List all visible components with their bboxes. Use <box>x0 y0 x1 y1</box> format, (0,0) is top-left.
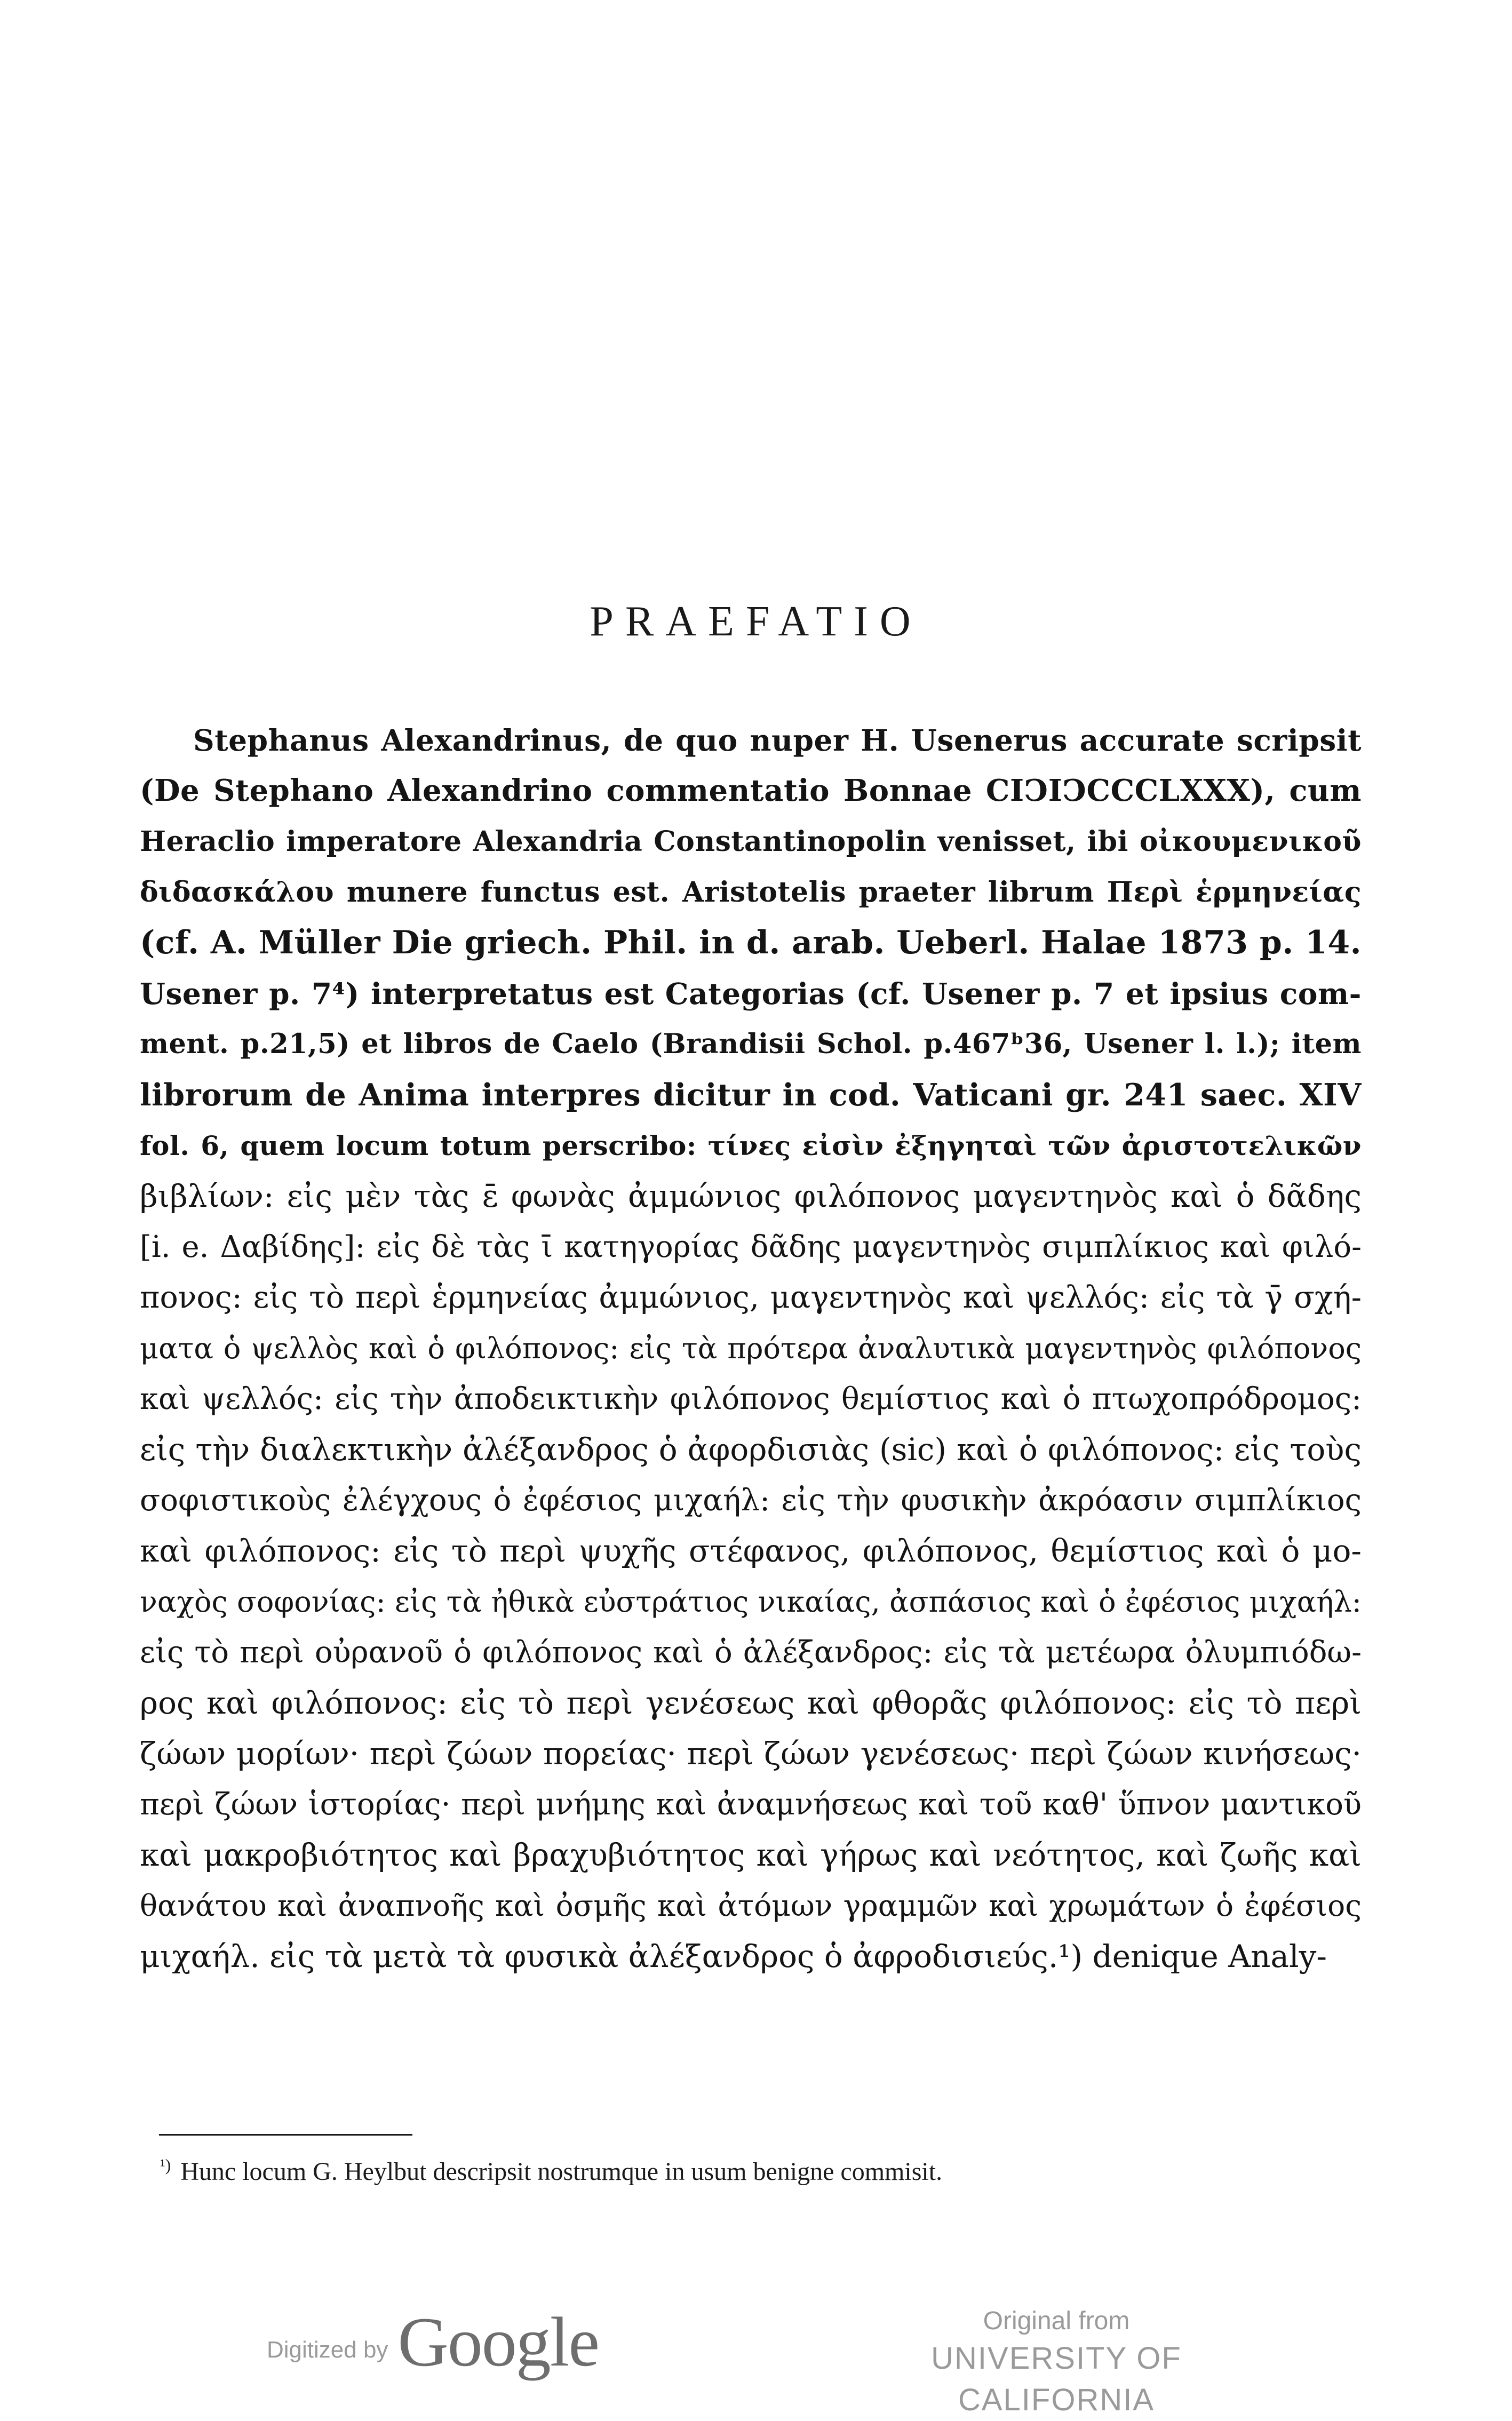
text-line: Heraclio imperatore Alexandria Constantinopolin venisset, ibi οἰκουμενικοῦ <box>140 825 1362 858</box>
text-line: καὶ φιλόπονος: εἰς τὸ περὶ ψυχῆς στέφανος, φιλόπονος, θεμίστιος καὶ ὁ μο- <box>140 1533 1362 1569</box>
text-line: ρος καὶ φιλόπονος: εἰς τὸ περὶ γενέσεως καὶ φθορᾶς φιλόπονος: εἰς τὸ περὶ <box>140 1685 1362 1721</box>
text-line: εἰς τὸ περὶ οὐρανοῦ ὁ φιλόπονος καὶ ὁ ἀλέξανδρος: εἰς τὰ μετέωρα ὀλυμπιόδω- <box>140 1635 1362 1670</box>
text-line: librorum de Anima interpres dicitur in cod. Vaticani gr. 241 saec. XIV <box>140 1077 1362 1113</box>
text-line: ment. p.21,5) et libros de Caelo (Brandisii Schol. p.467ᵇ36, Usener l. l.); item <box>140 1028 1362 1060</box>
footnote-divider <box>159 2134 412 2136</box>
text-line: ζώων μορίων· περὶ ζώων πορείας· περὶ ζώων γενέσεως· περὶ ζώων κινήσεως· <box>140 1735 1362 1772</box>
text-line: ναχὸς σοφονίας: εἰς τὰ ἠθικὰ εὐστράτιος νικαίας, ἀσπάσιος καὶ ὁ ἐφέσιος μιχαήλ: <box>140 1585 1362 1619</box>
text-line: εἰς τὴν διαλεκτικὴν ἀλέξανδρος ὁ ἀφορδισιὰς (sic) καὶ ὁ φιλόπονος: εἰς τοὺς <box>140 1431 1362 1468</box>
text-line: σοφιστικοὺς ἐλέγχους ὁ ἐφέσιος μιχαήλ: εἰς τὴν φυσικὴν ἀκρόασιν σιμπλίκιος <box>140 1483 1362 1518</box>
text-line: Stephanus Alexandrinus, de quo nuper H. Usenerus accurate scripsit <box>193 723 1362 758</box>
footnote-marker: ¹) <box>160 2155 171 2175</box>
text-line: καὶ ψελλός: εἰς τὴν ἀποδεικτικὴν φιλόπονος θεμίστιος καὶ ὁ πτωχοπρόδρομος: <box>140 1382 1362 1416</box>
text-line: fol. 6, quem locum totum perscribo: τίνες εἰσὶν ἐξηγηταὶ τῶν ἀριστοτελικῶν <box>140 1130 1362 1161</box>
footnote-text: Hunc locum G. Heylbut descripsit nostrumque in usum benigne commisit. <box>180 2157 943 2186</box>
original-from-label: Original from <box>983 2307 1130 2335</box>
text-line: (De Stephano Alexandrino commentatio Bonnae CIϽIϽCCCLXXX), cum <box>140 773 1362 808</box>
text-line: περὶ ζώων ἱστορίας· περὶ μνήμης καὶ ἀναμνήσεως καὶ τοῦ καθ' ὕπνον μαντικοῦ <box>140 1787 1362 1822</box>
text-line: μιχαήλ. εἰς τὰ μετὰ τὰ φυσικὰ ἀλέξανδρος ὁ ἀφροδισιεύς.¹) denique Analy- <box>140 1938 1327 1974</box>
text-line: [i. e. Δαβίδης]: εἰς δὲ τὰς ῑ κατηγορίας δᾶδης μαγεντηνὸς σιμπλίκιος καὶ φιλό- <box>140 1230 1362 1264</box>
text-line: πονος: εἰς τὸ περὶ ἑρμηνείας ἀμμώνιος, μαγεντηνὸς καὶ ψελλός: εἰς τὰ γ̄ σχή- <box>140 1280 1362 1315</box>
text-line: (cf. A. Müller Die griech. Phil. in d. arab. Ueberl. Halae 1873 p. 14. <box>140 924 1362 961</box>
text-line: Usener p. 7⁴) interpretatus est Categorias (cf. Usener p. 7 et ipsius com- <box>140 976 1362 1011</box>
footnote <box>160 2155 942 2186</box>
digitized-by-watermark <box>267 2303 599 2381</box>
preface-body <box>140 715 1362 1982</box>
google-logo: Google <box>397 2303 599 2381</box>
text-line: διδασκάλου munere functus est. Aristotelis praeter librum Περὶ ἑρμηνείας <box>140 876 1362 909</box>
page-title: PRAEFATIO <box>590 598 922 645</box>
text-line: βιβλίων: εἰς μὲν τὰς ε̄ φωνὰς ἀμμώνιος φιλόπονος μαγεντηνὸς καὶ ὁ δᾶδης <box>140 1178 1362 1214</box>
text-line: ματα ὁ ψελλὸς καὶ ὁ φιλόπονος: εἰς τὰ πρότερα ἀναλυτικὰ μαγεντηνὸς φιλόπονος <box>140 1332 1362 1365</box>
text-line: θανάτου καὶ ἀναπνοῆς καὶ ὀσμῆς καὶ ἀτόμων γραμμῶν καὶ χρωμάτων ὁ ἐφέσιος <box>140 1889 1362 1923</box>
original-from-watermark <box>854 2305 1259 2421</box>
text-line: καὶ μακροβιότητος καὶ βραχυβιότητος καὶ γήρως καὶ νεότητος, καὶ ζωῆς καὶ <box>140 1837 1362 1873</box>
university-label: UNIVERSITY OF CALIFORNIA <box>931 2341 1182 2417</box>
digitized-by-label: Digitized by <box>267 2337 388 2363</box>
